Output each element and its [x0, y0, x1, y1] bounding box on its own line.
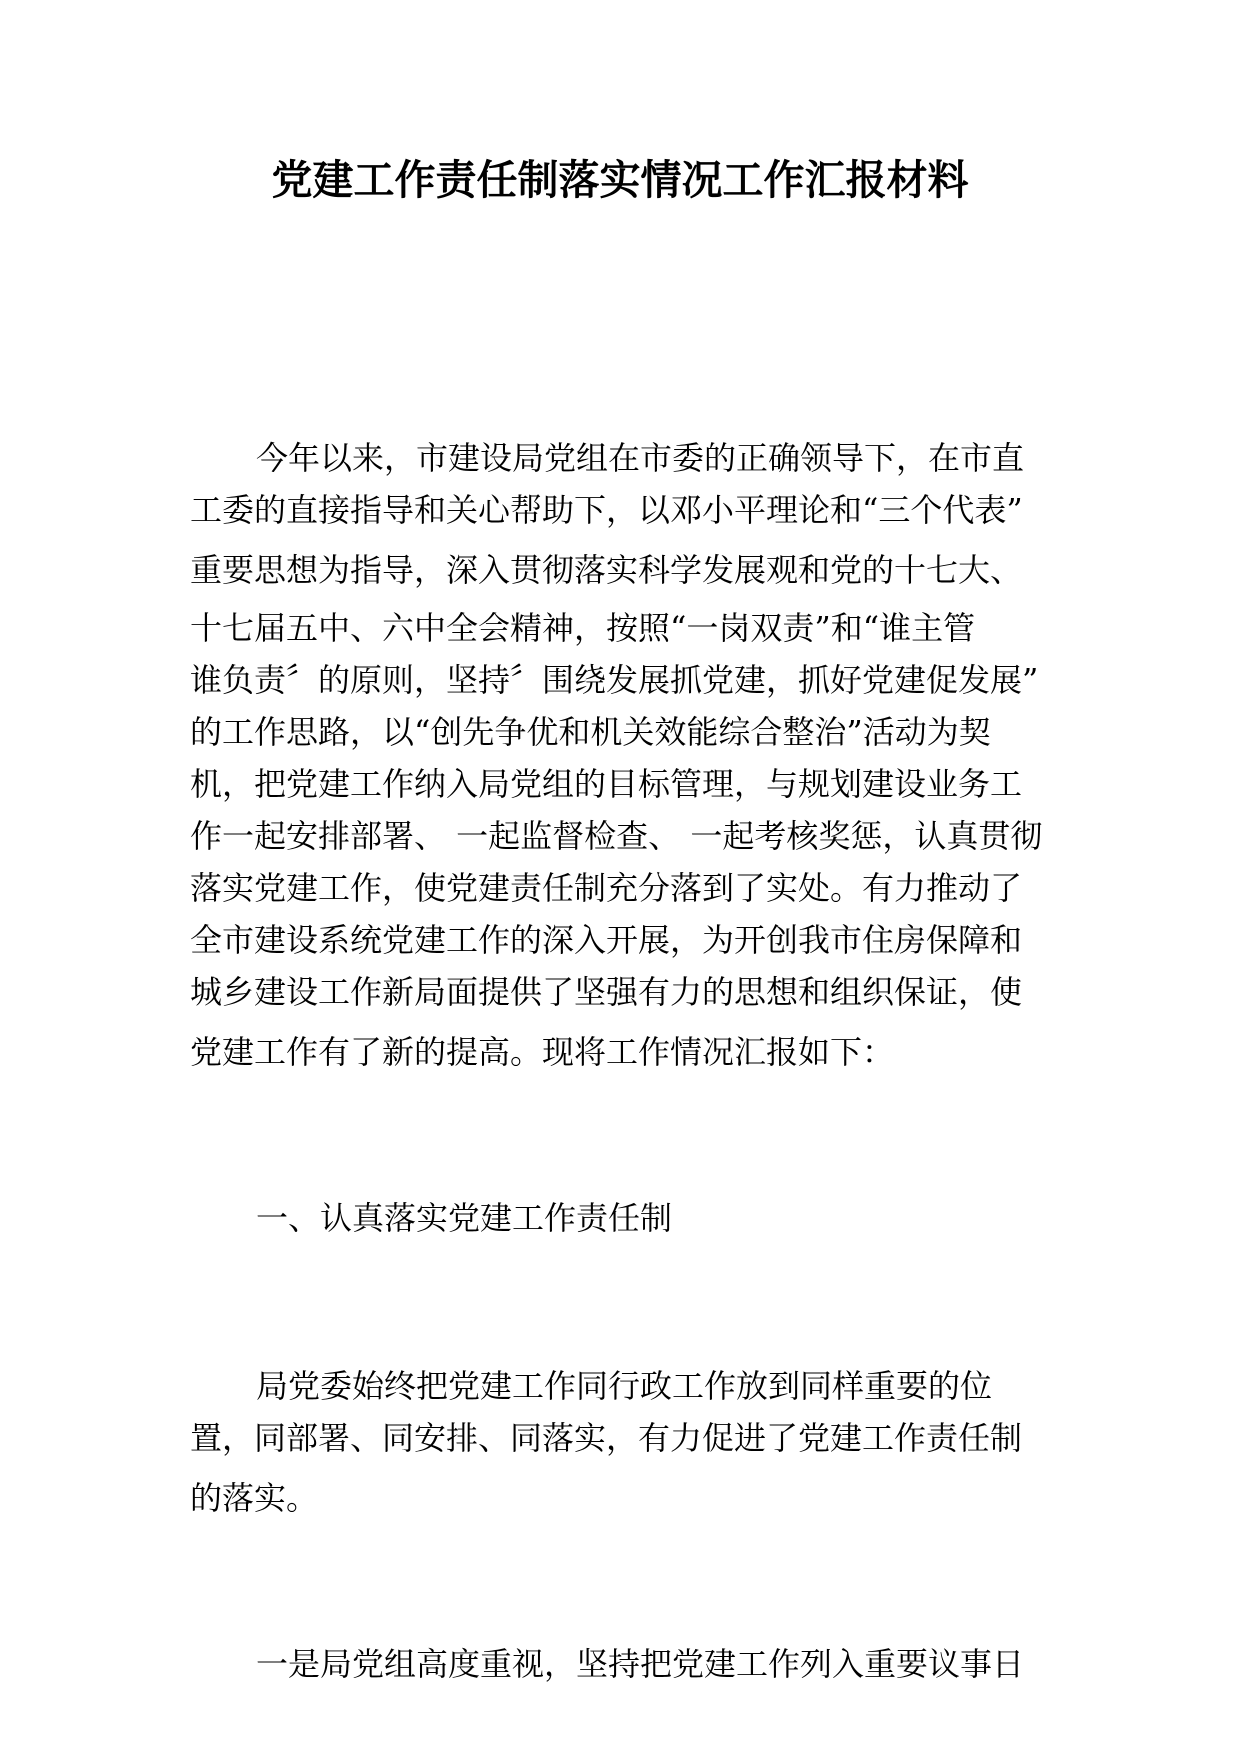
paragraph-line: 重要思想为指导，深入贯彻落实科学发展观和党的十七大、 [190, 551, 1023, 589]
paragraph-line: 作一起安排部署、 一起监督检查、 一起考核奖惩，认真贯彻 [190, 817, 1043, 855]
paragraph-line: 全市建设系统党建工作的深入开展，为开创我市住房保障和 [190, 921, 1023, 959]
paragraph-line: 的工作思路，以“创先争优和机关效能综合整治”活动为契 [190, 713, 991, 751]
paragraph-line: 置，同部署、同安排、同落实，有力促进了党建工作责任制 [190, 1419, 1023, 1457]
paragraph-line: 十七届五中、六中全会精神，按照“一岗双责”和“谁主管 [190, 609, 976, 647]
paragraph-line: 的落实。 [190, 1479, 319, 1517]
paragraph-line: 党建工作有了新的提高。现将工作情况汇报如下： [190, 1033, 895, 1071]
paragraph-line: 城乡建设工作新局面提供了坚强有力的思想和组织保证，使 [190, 973, 1023, 1011]
paragraph-line: 落实党建工作，使党建责任制充分落到了实处。有力推动了 [190, 869, 1023, 907]
paragraph-line: 一是局党组高度重视，坚持把党建工作列入重要议事日 [256, 1645, 1025, 1683]
paragraph-line: 谁负责〞的原则，坚持〞围绕发展抓党建，抓好党建促发展” [190, 661, 1039, 699]
paragraph-line: 局党委始终把党建工作同行政工作放到同样重要的位 [256, 1367, 993, 1405]
paragraph-line: 机，把党建工作纳入局党组的目标管理，与规划建设业务工 [190, 765, 1023, 803]
document-title: 党建工作责任制落实情况工作汇报材料 [271, 156, 969, 204]
section-heading: 一、认真落实党建工作责任制 [256, 1199, 673, 1237]
paragraph-line: 今年以来，市建设局党组在市委的正确领导下，在市直 [256, 439, 1025, 477]
paragraph-line: 工委的直接指导和关心帮助下，以邓小平理论和“三个代表” [190, 491, 1023, 529]
